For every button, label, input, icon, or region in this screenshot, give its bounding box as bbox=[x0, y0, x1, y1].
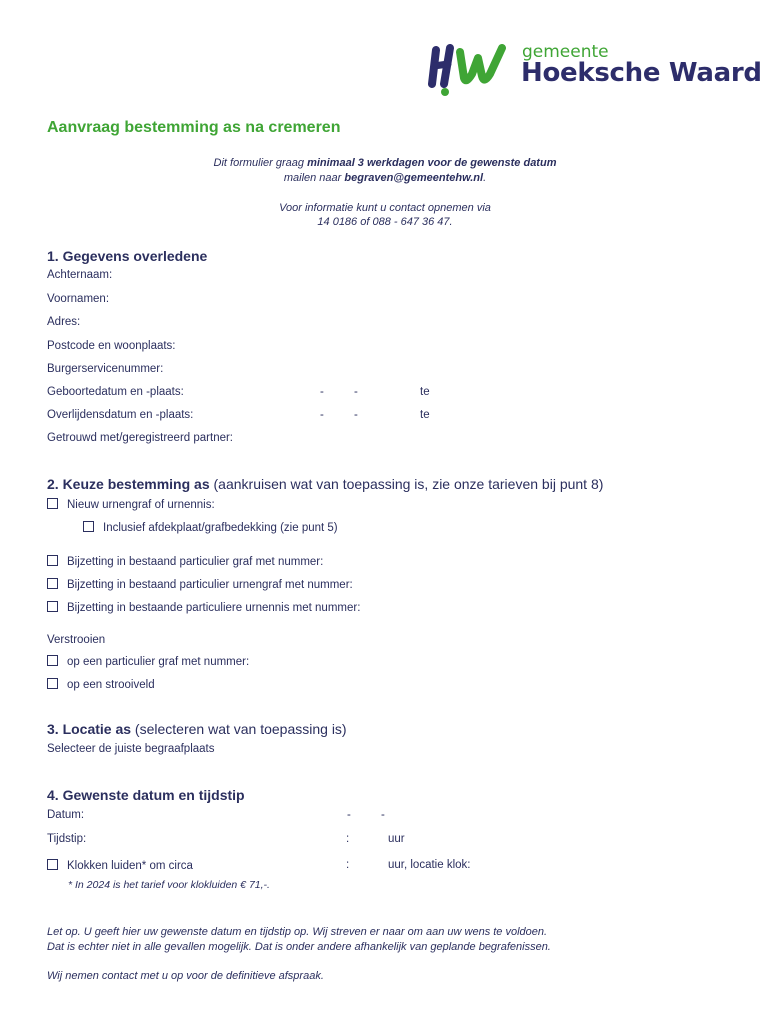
begraafplaats-select-label: Selecteer de juiste begraafplaats bbox=[47, 743, 215, 755]
option-bijzetting-graf[interactable]: Bijzetting in bestaand particulier graf met nummer: bbox=[47, 555, 323, 568]
checkbox[interactable] bbox=[47, 601, 58, 612]
option-strooiveld[interactable]: op een strooiveld bbox=[47, 678, 155, 691]
overlijden-dash-2: - bbox=[354, 409, 358, 421]
municipality-logo-icon bbox=[428, 44, 512, 96]
field-postcode: Postcode en woonplaats: bbox=[47, 340, 176, 352]
footer-line-1: Let op. U geeft hier uw gewenste datum en tijdstip op. Wij streven er naar om aan uw wens te voldoen. bbox=[47, 926, 548, 938]
option-strooien-graf[interactable]: op een particulier graf met nummer: bbox=[47, 655, 249, 668]
checkbox[interactable] bbox=[47, 678, 58, 689]
section3-heading: 3. Locatie as (selecteren wat van toepassing is) bbox=[47, 721, 347, 737]
section1-heading: 1. Gegevens overledene bbox=[47, 248, 208, 264]
field-achternaam: Achternaam: bbox=[47, 269, 113, 281]
datum-dash-1: - bbox=[347, 809, 351, 821]
footer-line-2: Dat is echter niet in alle gevallen mogelijk. Dat is onder andere afhankelijk van geplande begrafenissen. bbox=[47, 941, 551, 953]
begraafplaats-select[interactable] bbox=[300, 740, 450, 760]
checkbox[interactable] bbox=[47, 498, 58, 509]
checkbox[interactable] bbox=[83, 521, 94, 532]
field-adres: Adres: bbox=[47, 316, 81, 328]
email-link[interactable]: begraven@gemeentehw.nl bbox=[344, 172, 484, 184]
intro-line-1: Dit formulier graag minimaal 3 werkdagen voor de gewenste datum bbox=[213, 157, 557, 169]
section4-heading: 4. Gewenste datum en tijdstip bbox=[47, 787, 245, 803]
tijdstip-uur: uur bbox=[388, 833, 405, 845]
logo-municipality-prefix: gemeente bbox=[522, 42, 609, 62]
geboorte-dash-1: - bbox=[320, 386, 324, 398]
field-voornamen: Voornamen: bbox=[47, 293, 110, 305]
tijdstip-colon: : bbox=[346, 833, 350, 845]
intro-line-2: mailen naar begraven@gemeentehw.nl. bbox=[283, 172, 487, 184]
checkbox[interactable] bbox=[47, 578, 58, 589]
klokken-colon: : bbox=[346, 859, 350, 871]
checkbox[interactable] bbox=[47, 555, 58, 566]
geboorte-te: te bbox=[420, 386, 430, 398]
checkbox[interactable] bbox=[47, 655, 58, 666]
klokluiden-tarief-note: * In 2024 is het tarief voor klokluiden € 71,-. bbox=[68, 879, 270, 891]
geboorte-dash-2: - bbox=[354, 386, 358, 398]
option-inclusief-afdekplaat[interactable]: Inclusief afdekplaat/grafbedekking (zie punt 5) bbox=[83, 521, 338, 534]
section2-heading: 2. Keuze bestemming as (aankruisen wat van toepassing is, zie onze tarieven bij punt 8) bbox=[47, 476, 604, 492]
field-partner: Getrouwd met/geregistreerd partner: bbox=[47, 432, 234, 444]
option-urnengraf[interactable]: Nieuw urnengraf of urnennis: bbox=[47, 498, 215, 511]
field-bsn: Burgerservicenummer: bbox=[47, 363, 164, 375]
verstrooien-label: Verstrooien bbox=[47, 634, 106, 646]
checkbox[interactable] bbox=[47, 859, 58, 870]
logo-municipality-name: Hoeksche Waard bbox=[521, 58, 762, 88]
overlijden-te: te bbox=[420, 409, 430, 421]
field-datum: Datum: bbox=[47, 809, 85, 821]
overlijden-dash-1: - bbox=[320, 409, 324, 421]
datum-dash-2: - bbox=[381, 809, 385, 821]
field-geboorte: Geboortedatum en -plaats: bbox=[47, 386, 184, 398]
field-tijdstip: Tijdstip: bbox=[47, 833, 87, 845]
option-bijzetting-urnennis[interactable]: Bijzetting in bestaande particuliere urnennis met nummer: bbox=[47, 601, 360, 614]
form-title: Aanvraag bestemming as na cremeren bbox=[47, 119, 341, 136]
option-klokken-luiden[interactable]: Klokken luiden* om circa bbox=[47, 859, 193, 872]
klokken-uur-locatie: uur, locatie klok: bbox=[388, 859, 471, 871]
intro-line-4: 14 0186 of 088 - 647 36 47. bbox=[317, 216, 453, 228]
option-bijzetting-urnengraf[interactable]: Bijzetting in bestaand particulier urnengraf met nummer: bbox=[47, 578, 353, 591]
field-overlijden: Overlijdensdatum en -plaats: bbox=[47, 409, 194, 421]
intro-line-3: Voor informatie kunt u contact opnemen via bbox=[279, 202, 491, 214]
footer-line-3: Wij nemen contact met u op voor de definitieve afspraak. bbox=[47, 970, 324, 982]
